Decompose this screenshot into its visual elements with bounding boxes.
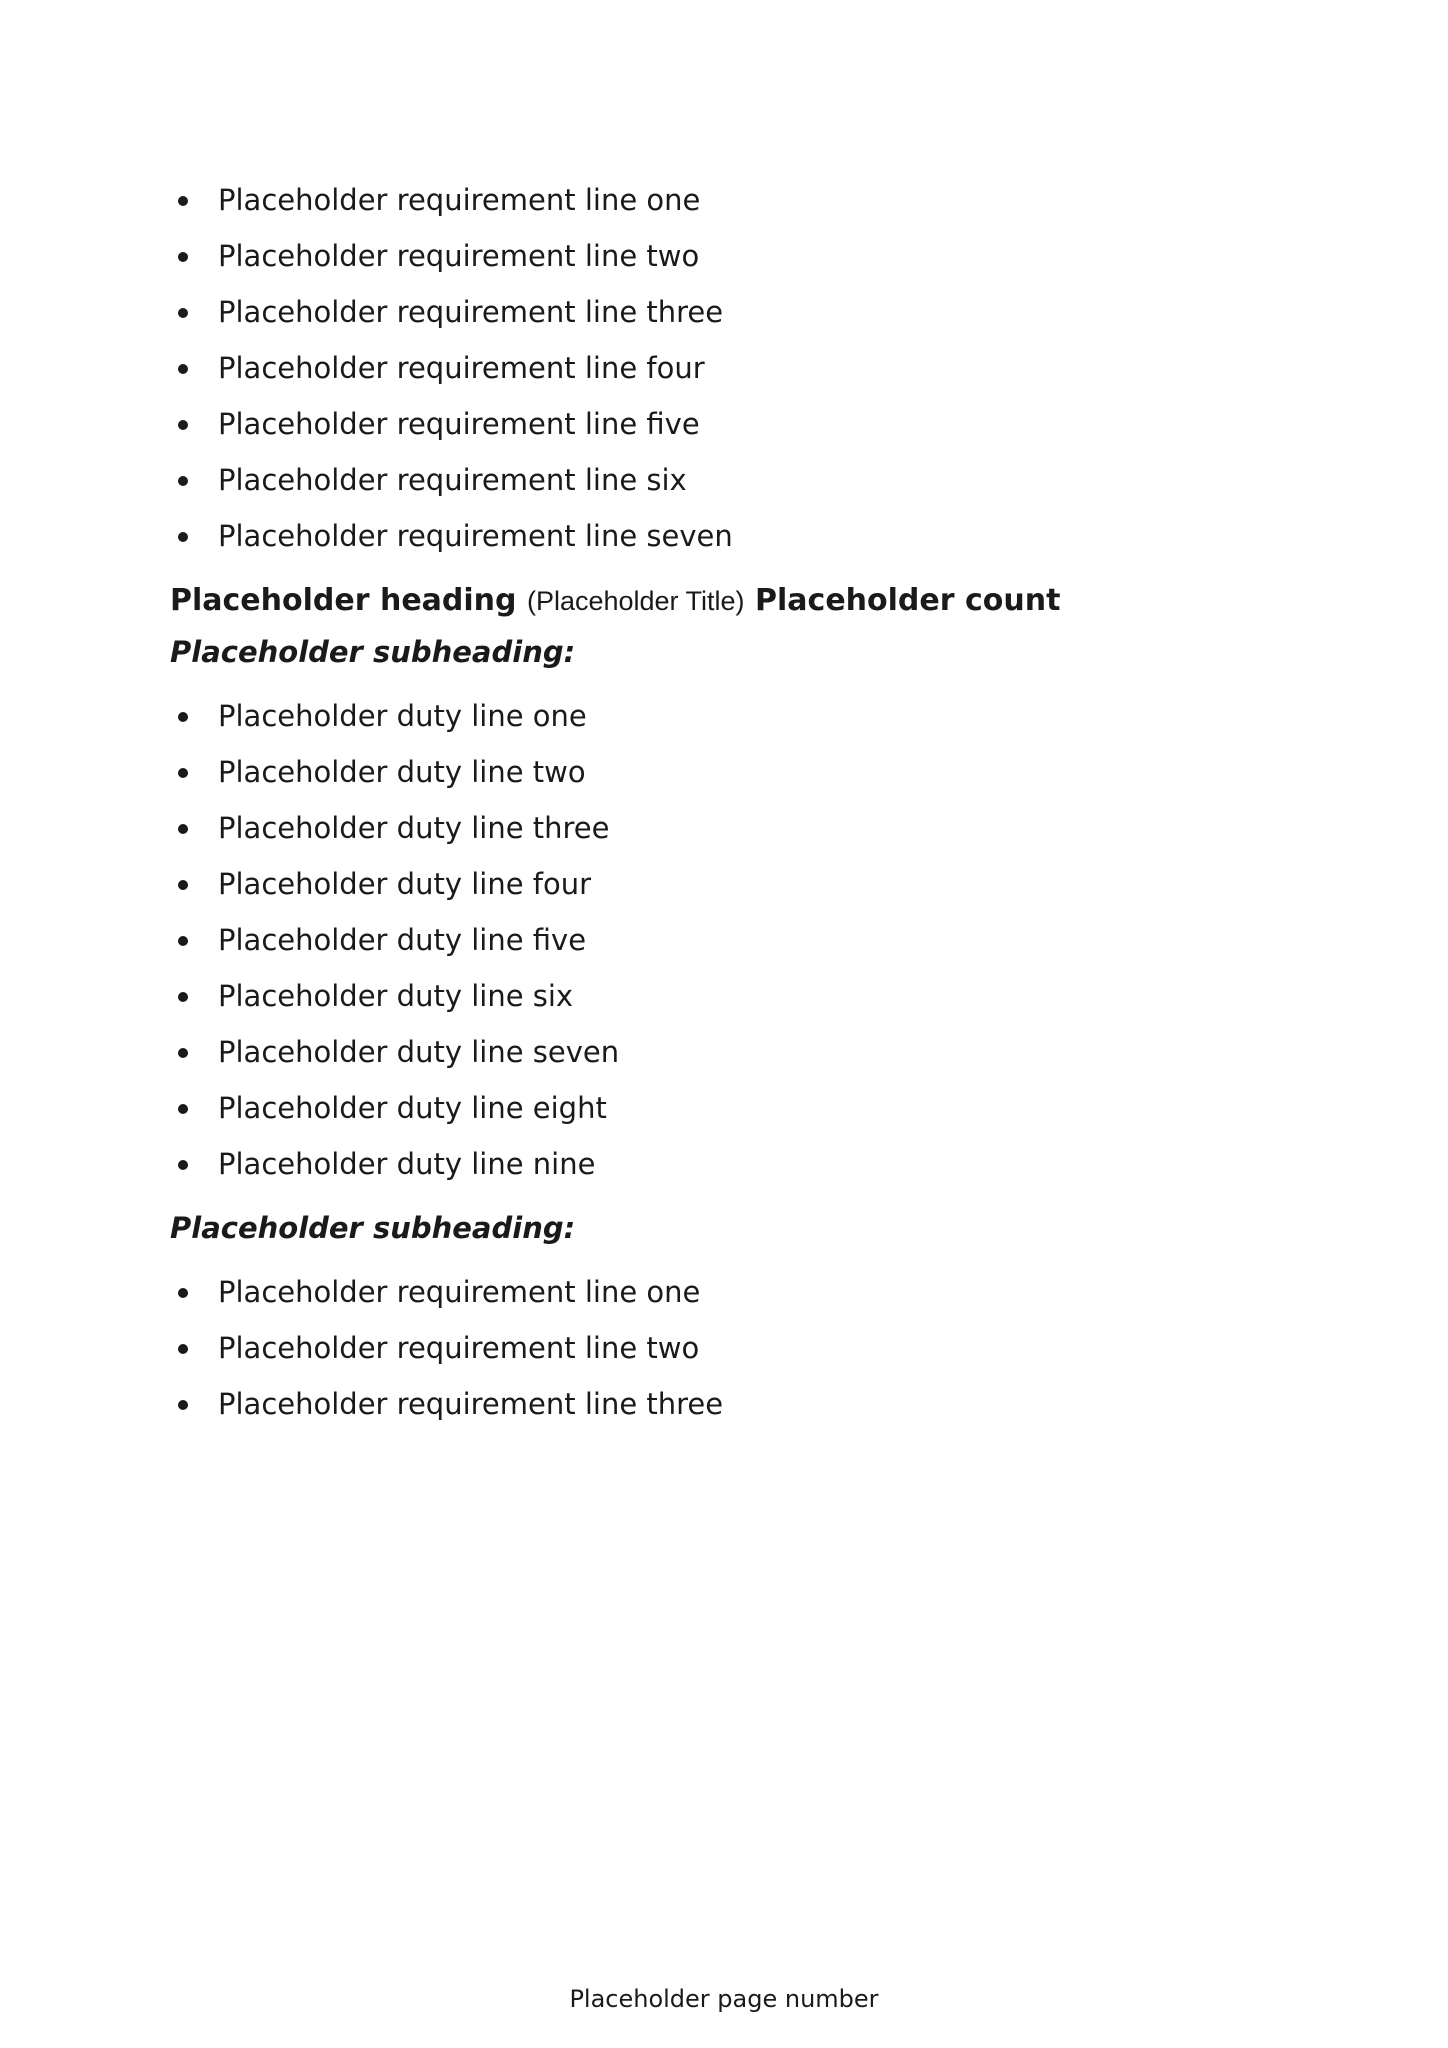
bullet-icon (178, 532, 188, 542)
list-item (170, 231, 1310, 281)
list-item-text: Placeholder requirement line two (218, 1331, 700, 1365)
list-item (170, 1139, 1310, 1189)
list-item-text: Placeholder duty line one (218, 699, 587, 733)
spacer (170, 1195, 1310, 1203)
list-item (170, 915, 1310, 965)
list-item-text: Placeholder duty line nine (218, 1147, 596, 1181)
list-item (170, 859, 1310, 909)
bullet-icon (178, 252, 188, 262)
bullet-icon (178, 824, 188, 834)
list-item-text: Placeholder requirement line three (218, 1387, 724, 1421)
list-item (170, 343, 1310, 393)
list-item-text: Placeholder duty line seven (218, 1035, 620, 1069)
bullet-icon (178, 1160, 188, 1170)
requirements-subheading: Placeholder subheading: (170, 1211, 576, 1245)
bullet-icon (178, 992, 188, 1002)
list-item (170, 399, 1310, 449)
bullet-icon (178, 364, 188, 374)
bullet-icon (178, 1104, 188, 1114)
list-item (170, 691, 1310, 741)
list-item-text: Placeholder duty line six (218, 979, 574, 1013)
duties-list (170, 691, 1310, 1189)
bullet-icon (178, 880, 188, 890)
list-item (170, 175, 1310, 225)
list-item-text: Placeholder duty line three (218, 811, 610, 845)
list-item (170, 1267, 1310, 1317)
bullet-icon (178, 936, 188, 946)
list-item (170, 803, 1310, 853)
list-item (170, 1027, 1310, 1077)
bullet-icon (178, 1288, 188, 1298)
bullet-icon (178, 1344, 188, 1354)
list-item-text: Placeholder requirement line six (218, 463, 687, 497)
list-item (170, 747, 1310, 797)
bullet-icon (178, 1400, 188, 1410)
page-footer: Placeholder page number (569, 1985, 879, 2013)
list-item (170, 971, 1310, 1021)
section2-requirements-list (170, 1267, 1310, 1429)
list-item-text: Placeholder duty line five (218, 923, 587, 957)
list-item-text: Placeholder requirement line seven (218, 519, 733, 553)
bullet-icon (178, 768, 188, 778)
bullet-icon (178, 420, 188, 430)
list-item (170, 287, 1310, 337)
list-item (170, 455, 1310, 505)
section2-heading-prefix: Placeholder heading (170, 583, 517, 618)
bullet-icon (178, 308, 188, 318)
list-item-text: Placeholder requirement line three (218, 295, 724, 329)
document-body (170, 175, 1310, 1435)
bullet-icon (178, 712, 188, 722)
list-item-text: Placeholder duty line four (218, 867, 592, 901)
bullet-icon (178, 196, 188, 206)
list-item-text: Placeholder requirement line four (218, 351, 705, 385)
duties-subheading: Placeholder subheading: (170, 635, 576, 669)
section1-requirements-list (170, 175, 1310, 561)
section2-heading-title: (Placeholder Title) (526, 586, 745, 616)
bullet-icon (178, 476, 188, 486)
list-item (170, 1083, 1310, 1133)
list-item (170, 1323, 1310, 1373)
list-item-text: Placeholder requirement line two (218, 239, 700, 273)
bullet-icon (178, 1048, 188, 1058)
list-item-text: Placeholder duty line eight (218, 1091, 607, 1125)
list-item (170, 511, 1310, 561)
list-item-text: Placeholder requirement line one (218, 1275, 701, 1309)
section2-heading (170, 575, 1310, 627)
list-item-text: Placeholder duty line two (218, 755, 586, 789)
list-item-text: Placeholder requirement line one (218, 183, 701, 217)
section2-heading-suffix: Placeholder count (755, 583, 1061, 618)
list-item-text: Placeholder requirement line five (218, 407, 700, 441)
list-item (170, 1379, 1310, 1429)
